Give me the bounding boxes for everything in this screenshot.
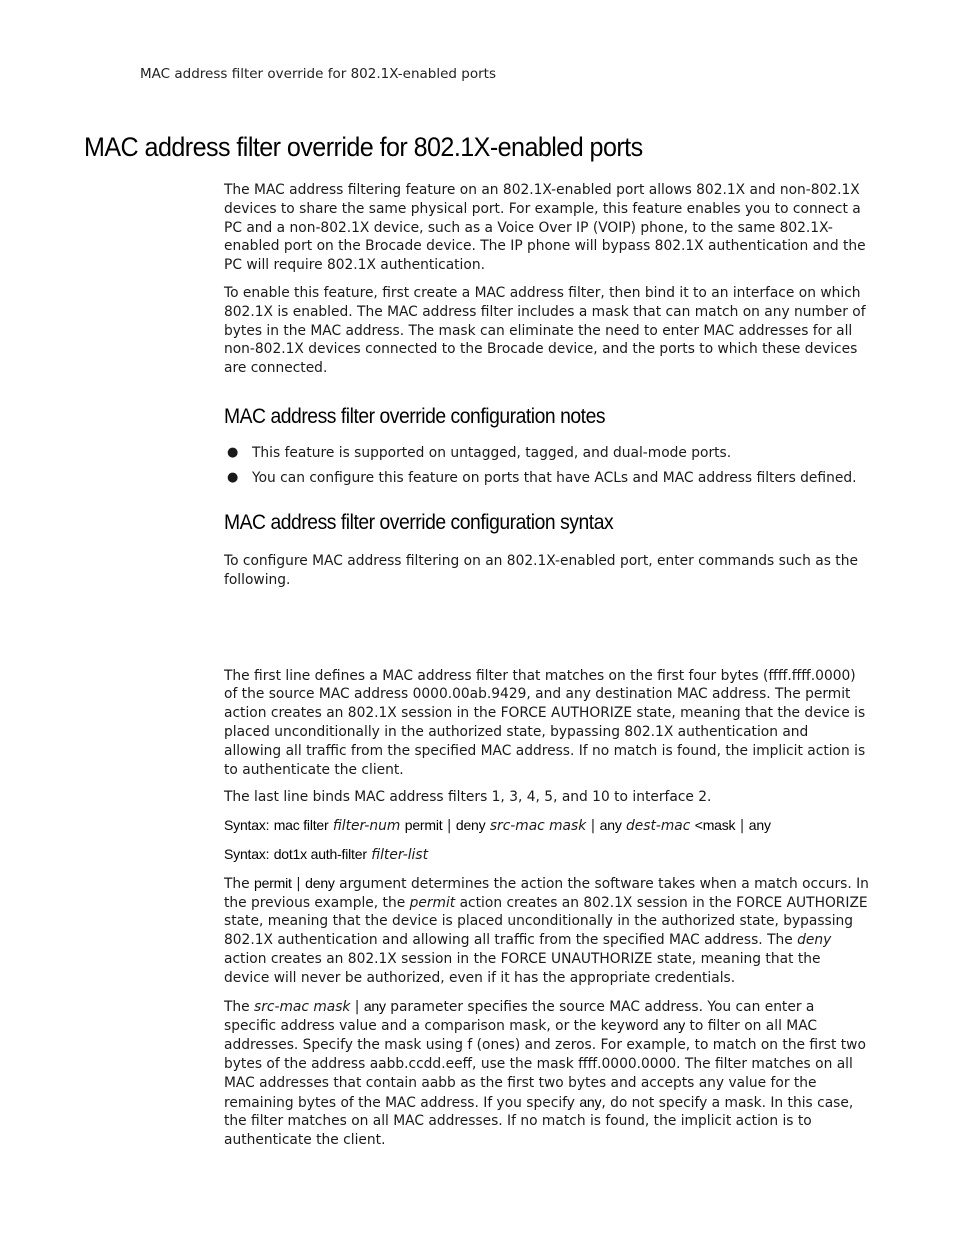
syntax-heading: MAC address filter override configuration syntax: [224, 511, 614, 535]
syntax-separator: |: [590, 818, 596, 835]
bullet-icon: ●: [227, 470, 239, 486]
syntax-command: mac filter: [273, 817, 329, 834]
page-body: [224, 181, 869, 1150]
text-run: |: [350, 998, 364, 1015]
syntax-label: Syntax:: [224, 817, 270, 834]
text-run: action creates an 802.1X session in the FORCE UNAUTHORIZE state, meaning that the device will never be authorized, even if it has the appropriate credentials.: [224, 951, 821, 986]
syntax-separator: |: [739, 818, 745, 835]
text-run: The: [224, 875, 255, 892]
bullet-icon: ●: [227, 444, 239, 460]
syntax-dot1x: [224, 845, 869, 865]
page-title: MAC address filter override for 802.1X-enabled ports: [84, 132, 643, 162]
explanation-paragraph-1: The first line defines a MAC address filter that matches on the first four bytes (ffff.ffff.0000) of the source MAC address 0000.00ab.9429, and any destination MAC address. The permit action creates an 802.1X session in the FORCE AUTHORIZE state, meaning that the device is placed unconditionally in the authorized state, bypassing 802.1X authentication and allowing all traffic from the specified MAC address. If no match is found, the implicit action is to authenticate the client.: [224, 667, 866, 778]
notes-heading: MAC address filter override configuration notes: [224, 404, 606, 428]
syntax-variable: filter-list: [371, 847, 428, 864]
variable-deny: deny: [797, 932, 832, 949]
syntax-variable: dest-mac: [626, 818, 691, 835]
syntax-label: Syntax:: [224, 846, 270, 863]
variable-permit: permit: [409, 894, 456, 911]
text-run: action creates an 802.1X session in the FORCE AUTHORIZE state, meaning that the device is placed unconditionally in the authorized state, bypassing 802.1X authentication and allowing all traffic from the specified MAC address. The: [224, 894, 868, 949]
syntax-keyword: deny: [455, 817, 486, 834]
syntax-intro: To configure MAC address filtering on an 802.1X-enabled port, enter commands such as the following.: [224, 553, 858, 588]
syntax-keyword: any: [748, 817, 771, 834]
syntax-command: dot1x auth-filter: [273, 846, 367, 863]
running-header: MAC address filter override for 802.1X-enabled ports: [140, 66, 496, 82]
variable-src-mac-mask: src-mac mask: [254, 998, 351, 1015]
keyword-any: any: [363, 997, 386, 1014]
permit-deny-paragraph: [224, 874, 869, 988]
syntax-variable: filter-num: [332, 818, 401, 835]
text-run: , do not specify a mask. In this case, the filter matches on all MAC addresses. If no match is found, the implicit action is to authenticate the client.: [224, 1094, 854, 1149]
text-run: to filter on all MAC addresses. Specify the mask using f (ones) and zeros. For example, to match on the first two bytes of the address aabb.ccdd.eeff, use the mask ffff.0000.0000. The filter matches on all MAC addresses that contain aabb as the first two bytes and accepts any value for the remaining bytes of the MAC address. If you specify: [224, 1018, 866, 1111]
src-mac-paragraph: [224, 997, 869, 1150]
keyword-any: any: [579, 1093, 602, 1110]
keyword-deny: deny: [305, 874, 335, 891]
syntax-keyword: any: [599, 817, 622, 834]
list-item: [224, 444, 869, 463]
list-item: [224, 469, 869, 488]
syntax-variable: src-mac mask: [489, 818, 587, 835]
syntax-keyword: permit: [404, 817, 443, 834]
text-run: The: [224, 998, 255, 1015]
keyword-permit: permit: [254, 874, 292, 891]
list-item-text: You can configure this feature on ports that have ACLs and MAC address filters defined.: [252, 470, 857, 487]
notes-list: [224, 444, 869, 488]
syntax-separator: |: [446, 818, 452, 835]
intro-paragraph-1: The MAC address filtering feature on an 802.1X-enabled port allows 802.1X and non-802.1X devices to share the same physical port. For example, this feature enables you to connect a PC and a non-802.1X device, such as a Voice Over IP (VOIP) phone, to the same 802.1X-enabled port on the Brocade device. The IP phone will bypass 802.1X authentication and the PC will require 802.1X authentication.: [224, 182, 866, 274]
list-item-text: This feature is supported on untagged, tagged, and dual-mode ports.: [252, 444, 732, 461]
text-run: argument determines the action the software takes when a match occurs. In the previous example, the: [224, 875, 869, 911]
syntax-mac-filter: [224, 816, 869, 836]
text-run: parameter specifies the source MAC address. You can enter a specific address value and a comparison mask, or the keyword: [224, 998, 815, 1035]
text-run: |: [291, 875, 306, 892]
intro-paragraph-2: To enable this feature, first create a MAC address filter, then bind it to an interface on which 802.1X is enabled. The MAC address filter includes a mask that can match on any number of bytes in the MAC address. The mask can eliminate the need to enter MAC addresses for all non-802.1X devices connected to the Brocade device, and the ports to which these devices are connected.: [224, 284, 866, 377]
syntax-keyword: <mask: [694, 817, 736, 834]
explanation-paragraph-2: The last line binds MAC address filters 1, 3, 4, 5, and 10 to interface 2.: [224, 789, 712, 806]
keyword-any: any: [663, 1017, 686, 1034]
